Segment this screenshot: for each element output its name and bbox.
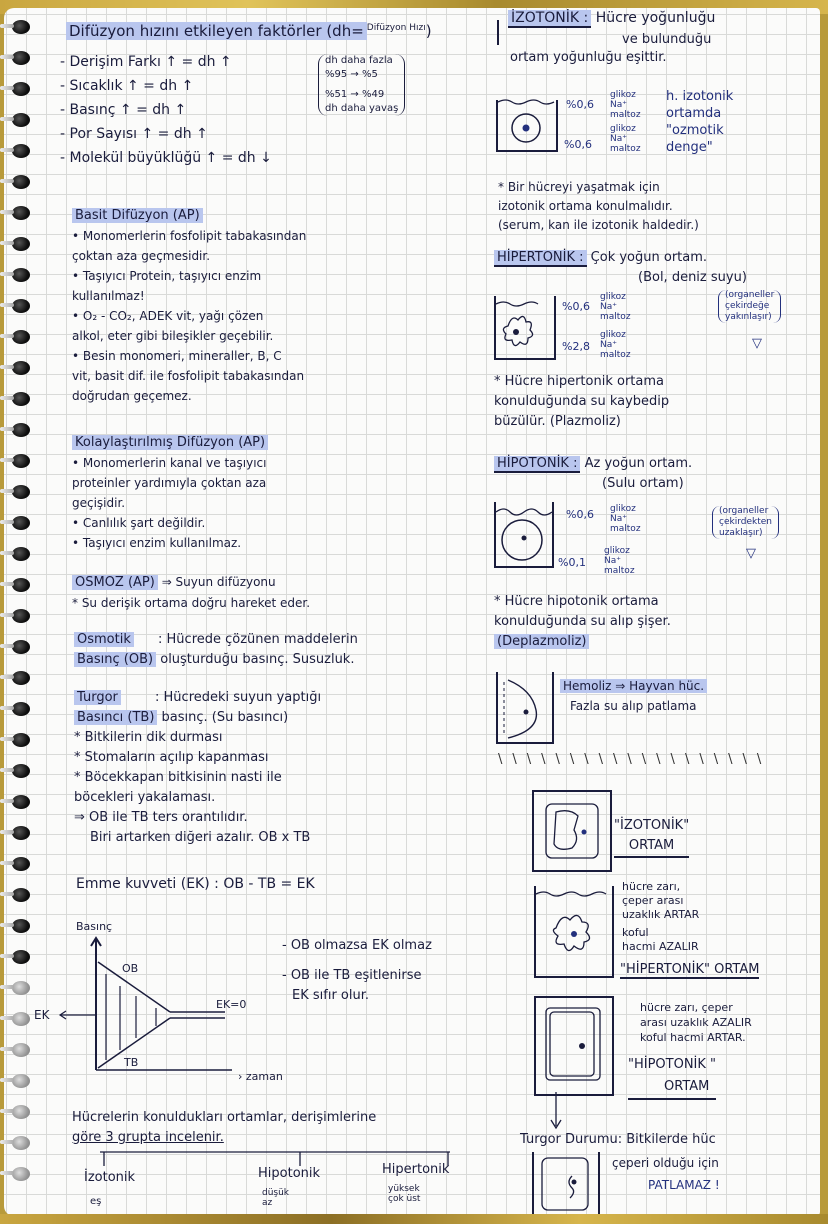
text-line: büzülür. (Plazmoliz) — [494, 414, 621, 429]
note-line: çekirdekten — [719, 517, 772, 527]
text-line: izotonik ortama konulmalıdır. — [498, 199, 673, 213]
solutes-list: glikoz Na⁺ maltoz — [610, 90, 641, 120]
tb-curve-label: TB — [124, 1056, 139, 1069]
text-line: Hücre yoğunluğu — [595, 10, 716, 26]
x-axis-text: zaman — [245, 1070, 283, 1083]
note-line: koful hacmi ARTAR. — [640, 1031, 746, 1044]
label-line: ORTAM — [614, 836, 689, 858]
spiral-ring — [12, 113, 30, 127]
text-line: Az yoğun ortam. — [584, 456, 693, 471]
spiral-ring — [12, 175, 30, 189]
plant-cell-izotonik-icon — [532, 790, 612, 870]
hipotonik-heading-row — [494, 456, 692, 471]
spiral-ring — [12, 20, 30, 34]
text-line: (Deplazmoliz) — [494, 634, 589, 649]
osmoz-definition: ⇒ Suyun difüzyonu — [161, 575, 276, 589]
spiral-ring — [12, 82, 30, 96]
pressure-graph — [60, 930, 240, 1080]
text-line: * Hücre hipotonik ortama — [494, 594, 659, 609]
title-superscript: Difüzyon Hızı — [366, 23, 426, 33]
note-line: çeper arası — [622, 894, 684, 907]
solutes-list: glikoz Na⁺ maltoz — [610, 124, 641, 154]
spiral-ring — [12, 764, 30, 778]
text-line: • Canlılık şart değildir. — [72, 516, 206, 530]
spiral-ring — [12, 981, 30, 995]
spiral-ring — [12, 1167, 30, 1181]
turgor-cell-icon — [532, 1152, 600, 1216]
note-line: yakınlaşır) — [725, 312, 772, 322]
izotonik-star-note — [498, 178, 699, 235]
bottom-percentage: %2,8 — [562, 340, 590, 353]
text-line: : Hücredeki suyun yaptığı — [155, 690, 322, 705]
ek-zero-label: EK=0 — [216, 998, 247, 1011]
rate-note — [318, 54, 405, 116]
spiral-ring — [12, 795, 30, 809]
spiral-ring — [12, 237, 30, 251]
section-heading: Basit Difüzyon (AP) — [72, 208, 203, 223]
spiral-ring — [12, 144, 30, 158]
osmotik-basinc-section — [74, 630, 358, 670]
solutes-list: glikoz Na⁺ maltoz — [610, 504, 641, 534]
spiral-ring — [12, 1105, 30, 1119]
plant-cell-hipertonik-icon — [534, 882, 614, 978]
text-line: doğrudan geçemez. — [72, 389, 192, 403]
hipertonik-plant-label: "HİPERTONİK" ORTAM — [620, 962, 760, 977]
text-line: • Monomerlerin kanal ve taşıyıcı — [72, 456, 267, 470]
note-line: "ozmotik — [666, 123, 724, 138]
text-line: Biri artarken diğeri azalır. OB x TB — [90, 830, 311, 845]
note-line: uzaklaşır) — [719, 528, 763, 538]
text-line: oluşturduğu basınç. Susuzluk. — [160, 652, 355, 667]
text-line: * Su derişik ortama doğru hareket eder. — [72, 596, 311, 610]
spiral-ring — [12, 857, 30, 871]
hipotonik-plant-notes — [640, 1000, 752, 1045]
section-heading: Basınç (OB) — [74, 652, 156, 667]
text-line: proteinler yardımıyla çoktan aza — [72, 476, 267, 490]
factor-item: - Sıcaklık ↑ = dh ↑ — [60, 78, 194, 94]
osmotic-balance-note — [666, 88, 733, 156]
text-line: (serum, kan ile izotonik haldedir.) — [498, 218, 699, 232]
text-line: • Besin monomeri, mineraller, B, C — [72, 349, 282, 363]
turgor-note — [612, 1152, 720, 1196]
text-line: * Böcekkapan bitkisinin nasti ile — [74, 770, 282, 785]
x-axis-label: › zaman — [238, 1070, 283, 1083]
text-line: (Bol, deniz suyu) — [638, 270, 747, 285]
spiral-ring — [12, 1136, 30, 1150]
hemoliz-text: Hemoliz ⇒ Hayvan hüc. — [560, 679, 707, 693]
note-line: - OB ile TB eşitlenirse — [282, 968, 422, 983]
note-line: çekirdeğe — [725, 301, 770, 311]
separator-ticks: \\\\\\\\\\\\\\\\\\\ — [498, 752, 772, 767]
izotonik-heading: İZOTONİK : — [508, 10, 591, 28]
spiral-ring — [12, 206, 30, 220]
label-line: "HİPOTONİK " — [628, 1057, 717, 1072]
spiral-ring — [12, 392, 30, 406]
note-line: - OB olmazsa EK olmaz — [282, 938, 432, 953]
y-axis-label: Basınç — [76, 920, 113, 933]
spiral-ring — [12, 454, 30, 468]
text-line: ⇒ OB ile TB ters orantılıdır. — [74, 810, 248, 825]
text-line: (Sulu ortam) — [602, 476, 684, 491]
spiral-ring — [12, 578, 30, 592]
spiral-ring — [12, 640, 30, 654]
note-line: denge" — [666, 140, 713, 155]
spiral-ring — [12, 702, 30, 716]
group-hipotonik-sub: düşük az — [262, 1188, 290, 1208]
group-hipertonik-sub: yüksek çok üst — [388, 1184, 421, 1204]
spiral-ring — [12, 733, 30, 747]
hipertonik-plant-notes — [622, 880, 699, 954]
factor-item: - Basınç ↑ = dh ↑ — [60, 102, 187, 118]
text-line: konulduğunda su alıp şişer. — [494, 614, 671, 629]
hipotonik-plant-label — [628, 1054, 716, 1100]
spiral-ring — [12, 609, 30, 623]
text-line: basınç. (Su basıncı) — [161, 710, 289, 725]
top-percentage: %0,6 — [566, 98, 594, 111]
emme-kuvveti-formula: Emme kuvveti (EK) : OB - TB = EK — [76, 876, 315, 892]
spiral-ring — [12, 1043, 30, 1057]
spiral-ring — [12, 330, 30, 344]
basit-difuzyon-section — [72, 205, 306, 406]
text-line: konulduğunda su kaybedip — [494, 394, 670, 409]
top-percentage: %0,6 — [562, 300, 590, 313]
down-arrow-icon — [550, 1092, 562, 1132]
factor-item: - Molekül büyüklüğü ↑ = dh ↓ — [60, 150, 272, 166]
note-line: ortamda — [666, 106, 722, 121]
text-line: • Taşıyıcı Protein, taşıyıcı enzim — [72, 269, 262, 283]
bottom-percentage: %0,6 — [564, 138, 592, 151]
text-line: vit, basit dif. ile fosfolipit tabakasından — [72, 369, 305, 383]
label-line: "İZOTONİK" — [614, 818, 690, 833]
spiral-ring — [12, 547, 30, 561]
groups-intro — [72, 1108, 376, 1148]
text-line: * Bitkilerin dik durması — [74, 730, 223, 745]
spiral-ring — [12, 268, 30, 282]
text-line: * Hücre hipertonik ortama — [494, 374, 664, 389]
hipertonik-shrunken-cell-icon — [494, 296, 556, 362]
plant-cell-hipotonik-icon — [534, 996, 614, 1094]
note-line: dh daha fazla — [325, 55, 393, 66]
ek-label: EK — [34, 1008, 50, 1022]
text-line: PATLAMAZ ! — [648, 1178, 720, 1192]
solutes-list: glikoz Na⁺ maltoz — [604, 546, 635, 576]
section-heading: Osmotik — [74, 632, 134, 647]
hipotonik-heading: HİPOTONİK : — [494, 456, 580, 473]
note-line: uzaklık ARTAR — [622, 908, 700, 921]
group-izotonik-sub: eş — [90, 1196, 102, 1207]
section-heading: Kolaylaştırılmış Difüzyon (AP) — [72, 435, 268, 450]
ob-curve-label: OB — [122, 962, 139, 975]
izotonik-label — [614, 816, 689, 858]
section-heading: Basıncı (TB) — [74, 710, 157, 725]
spiral-ring — [12, 826, 30, 840]
hipertonik-heading-row — [494, 250, 707, 265]
label-line: ORTAM — [628, 1076, 716, 1100]
spiral-ring — [12, 299, 30, 313]
column-divider — [497, 20, 499, 45]
spiral-binding — [0, 20, 40, 1220]
text-line: Hücrelerin konuldukları ortamlar, derişimlerine — [72, 1110, 377, 1125]
spiral-ring — [12, 1074, 30, 1088]
text-line: ve bulunduğu — [622, 32, 712, 47]
note-line: %95 → %5 — [325, 69, 378, 80]
section-heading: OSMOZ (AP) — [72, 575, 158, 590]
note-line: EK sıfır olur. — [292, 988, 370, 1003]
graph-notes — [282, 936, 432, 1006]
text-line: * Bir hücreyi yaşatmak için — [498, 180, 660, 194]
spiral-ring — [12, 888, 30, 902]
osmoz-section — [72, 572, 310, 613]
top-percentage: %0,6 — [566, 508, 594, 521]
organelle-note — [718, 290, 781, 323]
text-line: böcekleri yakalaması. — [74, 790, 216, 805]
spiral-ring — [12, 919, 30, 933]
izotonik-cell-icon — [496, 96, 558, 152]
text-line: • O₂ - CO₂, ADEK vit, yağı çözen — [72, 309, 264, 323]
solutes-list: glikoz Na⁺ maltoz — [600, 292, 631, 322]
text-line: alkol, eter gibi bileşikler geçebilir. — [72, 329, 274, 343]
izotonik-heading-row — [508, 10, 715, 26]
text-line: çeperi olduğu için — [612, 1156, 719, 1170]
spiral-ring — [12, 485, 30, 499]
spiral-ring — [12, 671, 30, 685]
kolaylastirilmis-difuzyon-section — [72, 432, 268, 553]
text-line: Çok yoğun ortam. — [590, 250, 708, 265]
text-line: çoktan aza geçmesidir. — [72, 249, 211, 263]
background-bottom — [0, 1214, 828, 1224]
text-line: göre 3 grupta incelenir. — [72, 1130, 224, 1145]
spiral-ring — [12, 361, 30, 375]
note-line: h. izotonik — [666, 89, 734, 104]
hemoliz-bursting-cell-icon — [496, 672, 554, 746]
spiral-ring — [12, 1012, 30, 1026]
note-line: (organeller — [719, 506, 769, 516]
spiral-ring — [12, 950, 30, 964]
title-text: Difüzyon hızını etkileyen faktörler (dh= — [66, 22, 367, 40]
spiral-ring — [12, 51, 30, 65]
page-title: Difüzyon hızını etkileyen faktörler (dh= $^{Difüzyon Hızı}$) — [66, 22, 432, 40]
exclamation-icon: ▽ — [752, 336, 762, 351]
note-line: koful — [622, 926, 649, 939]
text-line: * Stomaların açılıp kapanması — [74, 750, 269, 765]
note-line: %51 → %49 — [325, 89, 385, 100]
hemoliz-note — [560, 676, 707, 716]
group-hipertonik: Hipertonik — [382, 1162, 450, 1177]
exclamation-icon: ▽ — [746, 546, 756, 561]
organelle-note — [712, 506, 779, 539]
hipotonik-swollen-cell-icon — [494, 500, 554, 570]
turgor-basinci-section — [74, 688, 321, 848]
group-hipotonik: Hipotonik — [258, 1166, 321, 1181]
text-line: • Taşıyıcı enzim kullanılmaz. — [72, 536, 242, 550]
note-line: dh daha yavaş — [325, 103, 399, 114]
note-line: hacmi AZALIR — [622, 940, 699, 953]
hipotonik-star-note — [494, 592, 671, 652]
turgor-durumu-text: Turgor Durumu: Bitkilerde hüc — [520, 1132, 716, 1147]
text-line: geçişidir. — [72, 496, 126, 510]
group-izotonik: İzotonik — [84, 1170, 136, 1185]
note-line: hücre zarı, çeper — [640, 1001, 733, 1014]
text-line: ortam yoğunluğu eşittir. — [510, 50, 667, 65]
text-line: kullanılmaz! — [72, 289, 145, 303]
bottom-percentage: %0,1 — [558, 556, 586, 569]
text-line: • Monomerlerin fosfolipit tabakasından — [72, 229, 307, 243]
spiral-ring — [12, 516, 30, 530]
note-line: hücre zarı, — [622, 880, 681, 893]
spiral-ring — [12, 423, 30, 437]
factor-item: - Por Sayısı ↑ = dh ↑ — [60, 126, 208, 142]
hipertonik-heading: HİPERTONİK : — [494, 250, 587, 267]
text-line: Fazla su alıp patlama — [570, 699, 697, 713]
turgor-durumu-row — [520, 1132, 716, 1147]
solutes-list: glikoz Na⁺ maltoz — [600, 330, 631, 360]
hipertonik-star-note — [494, 372, 669, 432]
factor-item: - Derişim Farkı ↑ = dh ↑ — [60, 54, 232, 70]
note-line: (organeller — [725, 290, 775, 300]
text-line: : Hücrede çözünen maddelerin — [158, 632, 358, 647]
section-heading: Turgor — [74, 690, 121, 705]
factor-list — [60, 50, 272, 170]
note-line: arası uzaklık AZALIR — [640, 1016, 752, 1029]
